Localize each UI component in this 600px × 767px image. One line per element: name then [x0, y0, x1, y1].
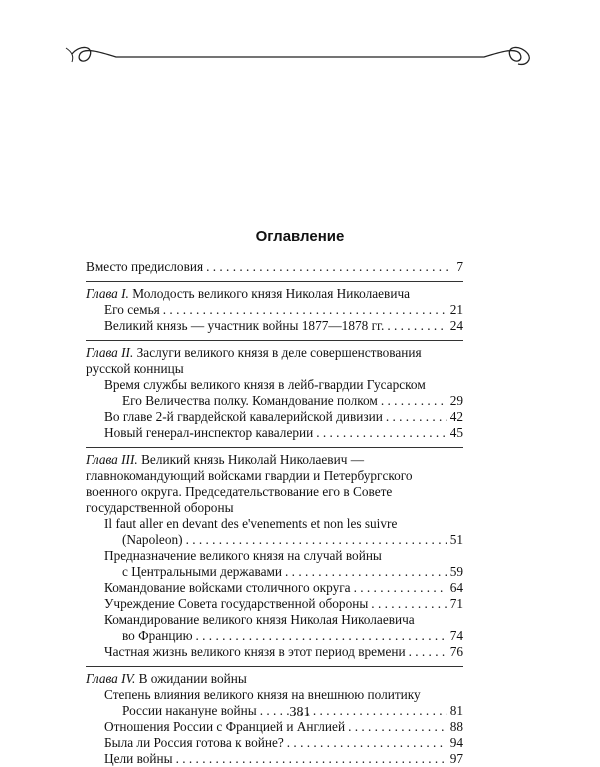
toc-entry[interactable]: Частная жизнь великого князя в этот период времени . . . 76: [86, 644, 463, 660]
toc-entry[interactable]: Новый генерал-инспектор кавалерии . . . 45: [86, 425, 463, 441]
toc-entry[interactable]: Во главе 2-й гвардейской кавалерийской дивизии . . . 42: [86, 409, 463, 425]
toc-entry[interactable]: во Францию . . . 74: [86, 628, 463, 644]
toc-entry[interactable]: Была ли Россия готова к войне? . . . 94: [86, 735, 463, 751]
toc-entry[interactable]: Командование войсками столичного округа . . . 64: [86, 580, 463, 596]
toc-entry[interactable]: Отношения России с Францией и Англией . . . 88: [86, 719, 463, 735]
toc-entry-line1[interactable]: Время службы великого князя в лейб-гвардии Гусарском: [104, 377, 426, 392]
table-of-contents: [86, 259, 463, 767]
chapter-heading-cont: военного округа. Председательствование его в Совете: [86, 484, 393, 499]
toc-entry[interactable]: Цели войны . . . 97: [86, 751, 463, 767]
chapter-heading[interactable]: Глава III. Великий князь Николай Николаевич —: [86, 452, 365, 467]
divider: [86, 666, 463, 667]
toc-entry[interactable]: Учреждение Совета государственной обороны . . . 71: [86, 596, 463, 612]
divider: [86, 281, 463, 282]
toc-entry[interactable]: Его семья . . . 21: [86, 302, 463, 318]
chapter-heading-cont: главнокомандующий войсками гвардии и Петербургского: [86, 468, 413, 483]
chapter-heading[interactable]: Глава II. Заслуги великого князя в деле совершенствования: [86, 345, 422, 360]
divider: [86, 447, 463, 448]
toc-title: Оглавление: [255, 228, 345, 245]
toc-entry[interactable]: Его Величества полку. Командование полком . . . 29: [86, 393, 463, 409]
decorative-flourish: [60, 42, 540, 72]
toc-entry[interactable]: (Napoleon) . . . 51: [86, 532, 463, 548]
divider: [86, 340, 463, 341]
toc-entry-line1[interactable]: Командирование великого князя Николая Николаевича: [104, 612, 415, 627]
chapter-heading[interactable]: Глава IV. В ожидании войны: [86, 671, 247, 686]
toc-entry-line1[interactable]: Степень влияния великого князя на внешнюю политику: [104, 687, 421, 702]
toc-entry[interactable]: с Центральными державами . . . 59: [86, 564, 463, 580]
toc-entry[interactable]: Великий князь — участник войны 1877—1878 гг. . . . 24: [86, 318, 463, 334]
chapter-heading[interactable]: Глава I. Молодость великого князя Николая Николаевича: [86, 286, 411, 301]
toc-entry-line1[interactable]: Предназначение великого князя на случай войны: [104, 548, 382, 563]
page-number: 381: [289, 705, 311, 720]
toc-entry-line1[interactable]: Il faut aller en devant des e'venements et non les suivre: [104, 516, 398, 531]
toc-entry[interactable]: Вместо предисловия . . . 7: [86, 259, 463, 275]
toc-entry[interactable]: России накануне войны . . . 81: [86, 703, 463, 719]
chapter-heading-cont: государственной обороны: [86, 500, 234, 515]
chapter-heading-cont: русской конницы: [86, 361, 184, 376]
